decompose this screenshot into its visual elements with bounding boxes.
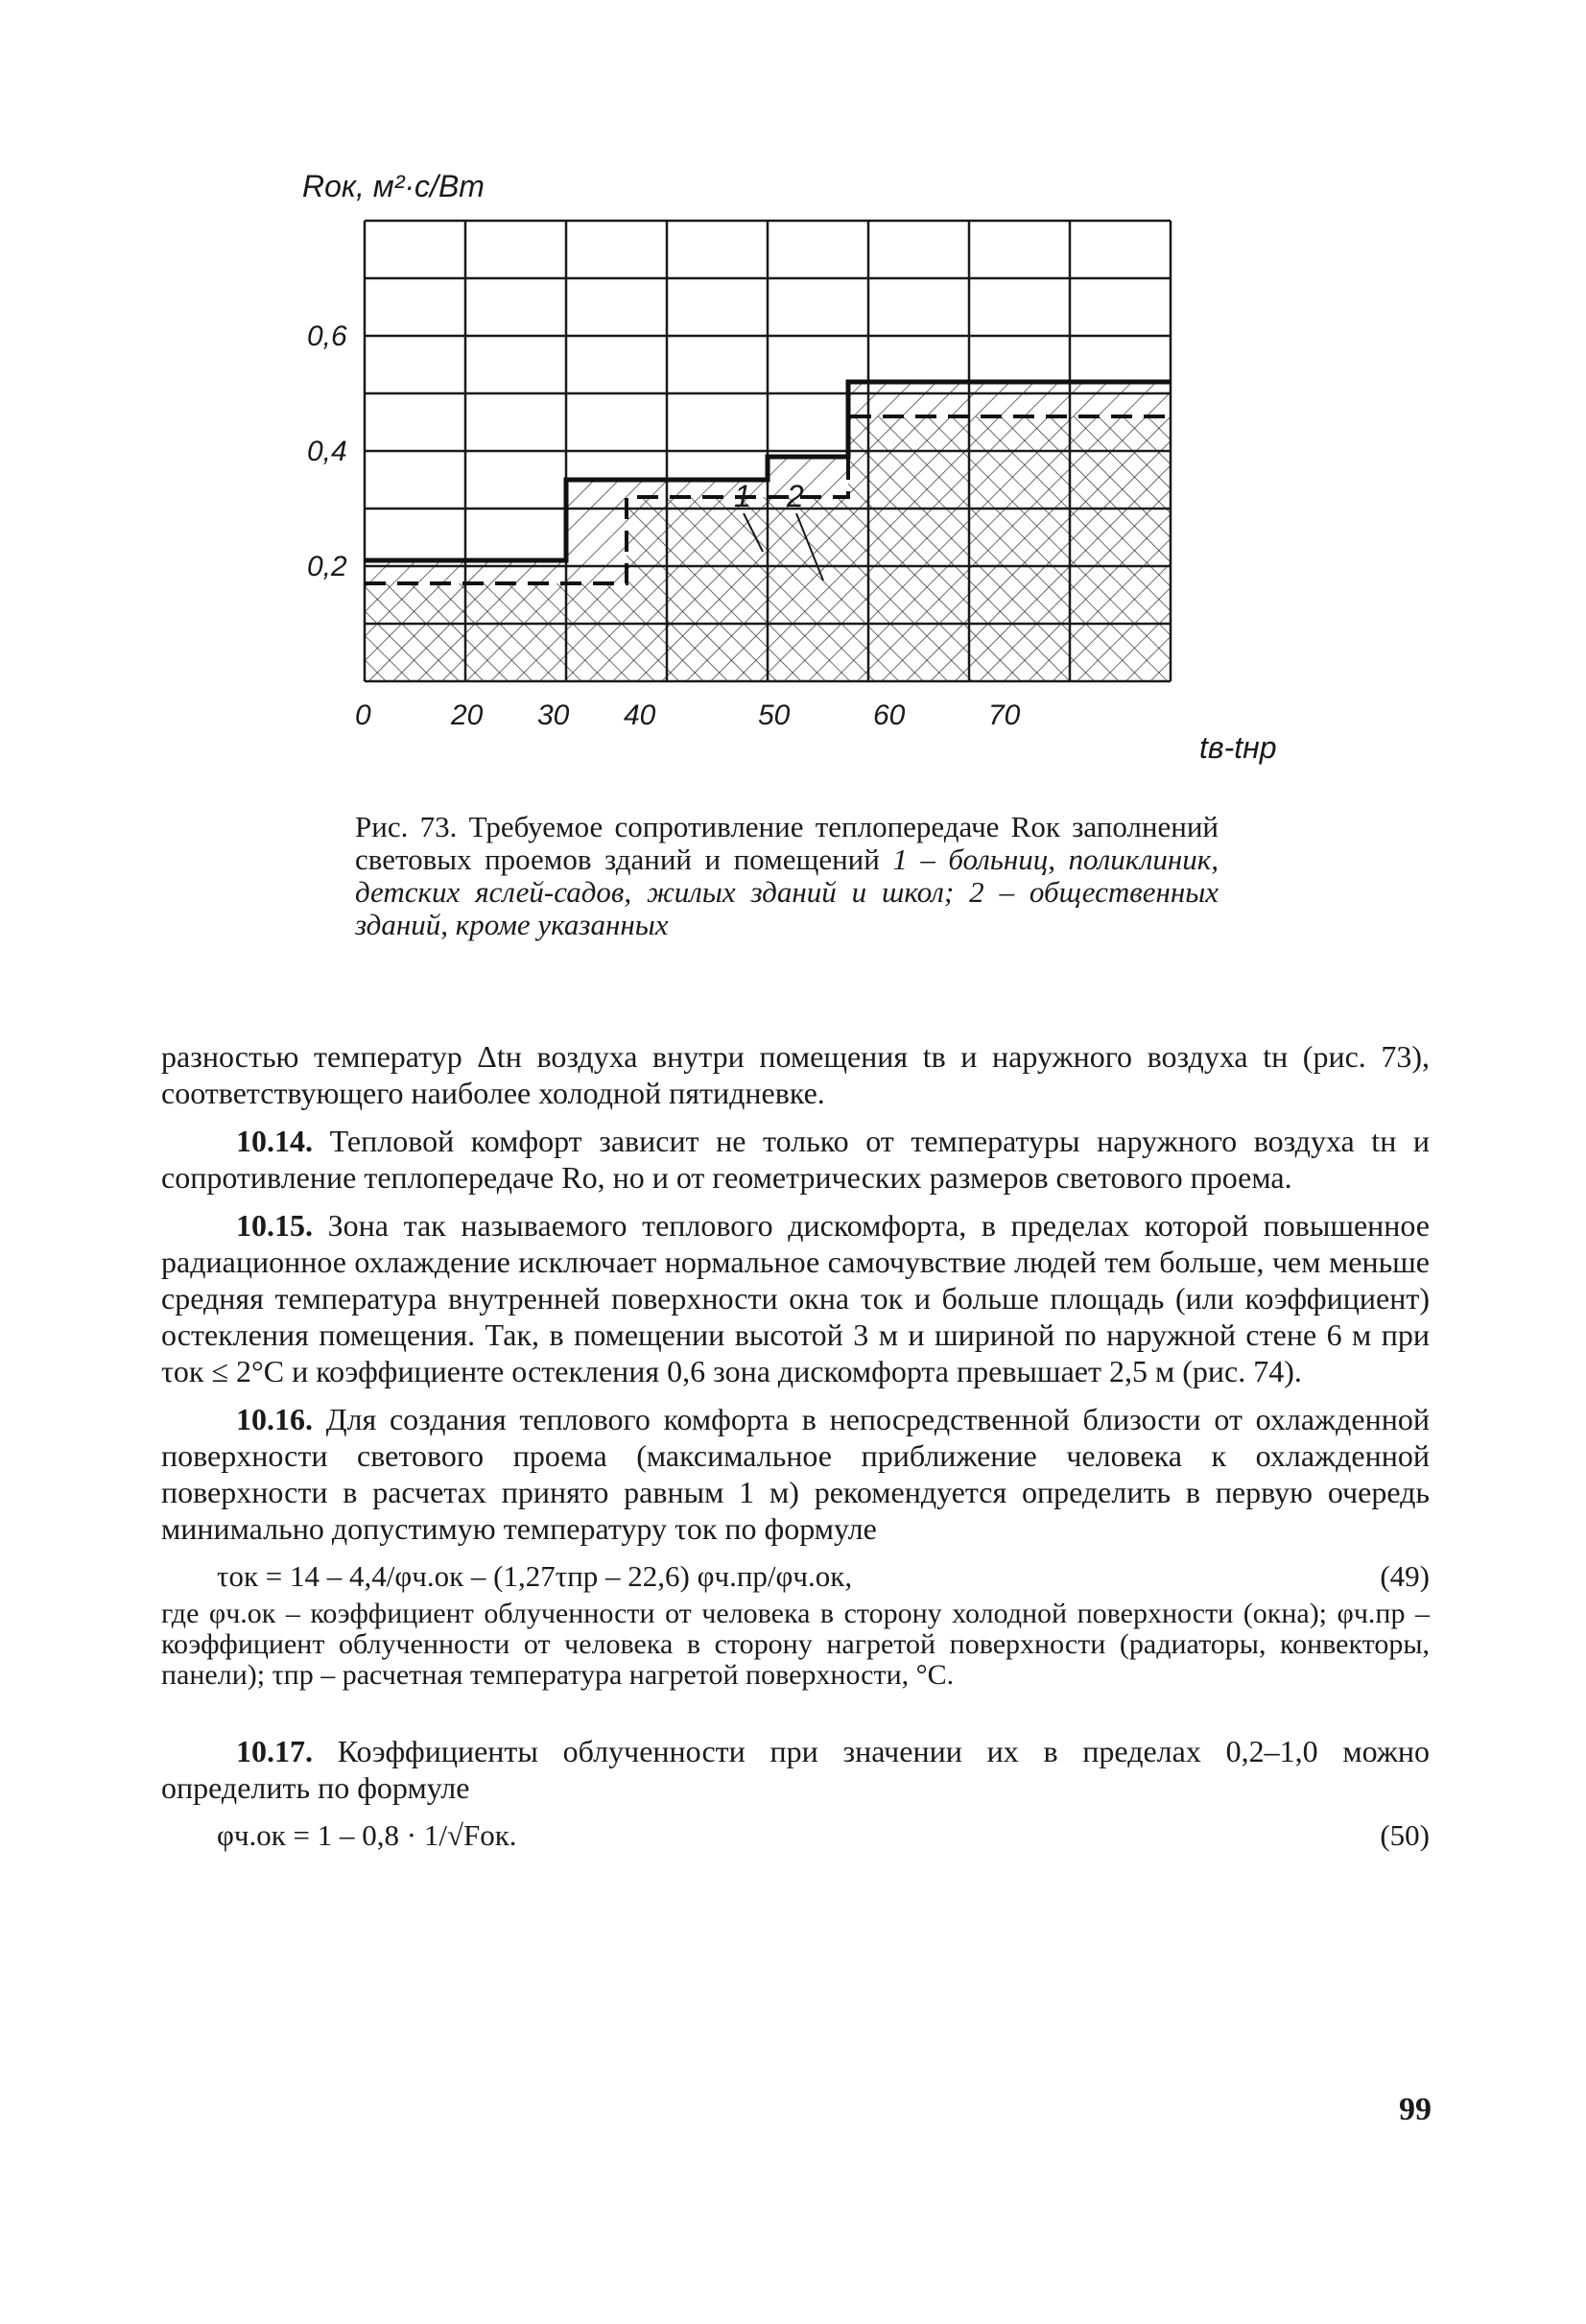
y-tick-label: 0,2 <box>307 551 347 582</box>
paragraph-number: 10.16. <box>236 1402 313 1436</box>
x-axis-label: tв-tнр <box>1199 730 1277 765</box>
paragraph-10-16 <box>161 1401 1430 1547</box>
paragraph-text: Коэффициенты облученности при значении их в пределах 0,2–1,0 можно определить по формуле <box>161 1734 1431 1805</box>
paragraph-10-17 <box>161 1733 1430 1806</box>
paragraph-number: 10.14. <box>236 1124 313 1158</box>
formula-text: φч.ок = 1 – 0,8 · 1/√Fок. <box>217 1818 517 1852</box>
x-tick-label: 0 <box>355 700 371 731</box>
paragraph-number: 10.15. <box>236 1208 313 1243</box>
curve-label-1: 1 <box>734 479 751 513</box>
formula-49 <box>161 1558 1430 1595</box>
x-tick-label: 20 <box>451 700 484 731</box>
step-chart <box>288 163 1277 765</box>
paragraph-continuation: разностью температур Δtн воздуха внутри помещения tв и наружного воздуха tн (рис. 73), соответствующего наиболее холодной пятидневке. <box>161 1039 1430 1110</box>
x-tick-label: 70 <box>988 700 1021 731</box>
figure-caption <box>355 811 1219 941</box>
curve-label-2: 2 <box>787 479 804 513</box>
formula-number: (49) <box>1380 1559 1430 1593</box>
caption-title: Требуемое сопротивление теплопередаче Rок заполнений световых проемов зданий и помещений <box>355 810 1219 876</box>
formula-49-legend: где φч.ок – коэффициент облученности от человека в сторону холодной поверхности (окна); φч.пр – коэффициент облученности от человека в сторону нагретой поверхности (радиаторы, конвекторы, панели); τпр – расчетная температура нагретой поверхности, °С. <box>161 1598 1430 1691</box>
figure-73 <box>288 163 1277 765</box>
x-tick-label: 30 <box>537 700 570 731</box>
paragraph-10-14 <box>161 1123 1430 1196</box>
formula-number: (50) <box>1380 1818 1430 1852</box>
caption-number: Рис. 73. <box>355 810 458 843</box>
caption-legend: 1 – больниц, поликлиник, детских яслей-садов, жилых зданий и школ; 2 – общественных зданий, кроме указанных <box>355 842 1219 941</box>
paragraph-number: 10.17. <box>236 1734 313 1768</box>
paragraph-text: Зона так называемого теплового дискомфорта, в пределах которой повышенное радиационное охлаждение исключает нормальное самочувствие людей тем больше, чем меньше средняя температура внутренней поверхности окна τок и больше площадь (или коэффициент) остекления помещения. Так, в помещении высотой 3 м и шириной по наружной стене 6 м при τок ≤ 2°С и коэффициенте остекления 0,6 зона дискомфорта превышает 2,5 м (рис. 74). <box>161 1208 1431 1388</box>
paragraph-10-15 <box>161 1207 1430 1389</box>
y-tick-label: 0,6 <box>307 320 347 352</box>
x-tick-label: 50 <box>758 700 791 731</box>
y-axis-label: Rок, м²·с/Вт <box>302 169 485 203</box>
y-tick-label: 0,4 <box>307 436 347 467</box>
x-tick-label: 40 <box>624 700 656 731</box>
page-number: 99 <box>1399 2092 1432 2127</box>
formula-50 <box>161 1817 1430 1854</box>
formula-text: τок = 14 – 4,4/φч.ок – (1,27τпр – 22,6) φч.пр/φч.ок, <box>217 1559 853 1593</box>
x-tick-label: 60 <box>873 700 906 731</box>
paragraph-text: Тепловой комфорт зависит не только от температуры наружного воздуха tн и сопротивление теплопередаче Rо, но и от геометрических размеров светового проема. <box>161 1124 1430 1195</box>
paragraph-text: Для создания теплового комфорта в непосредственной близости от охлажденной поверхности светового проема (максимальное приближение человека к охлажденной поверхности в расчетах принято равным 1 м) рекомендуется определить в первую очередь минимально допустимую температуру τок по формуле <box>161 1402 1431 1546</box>
body-text <box>161 1038 1430 1858</box>
